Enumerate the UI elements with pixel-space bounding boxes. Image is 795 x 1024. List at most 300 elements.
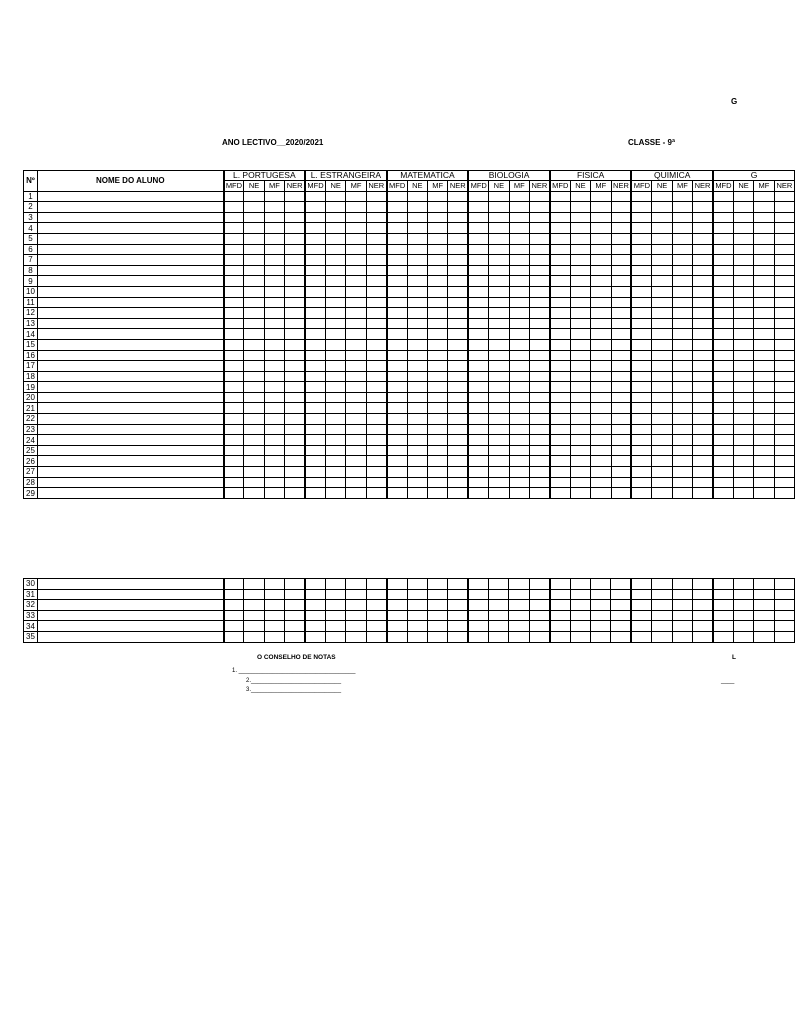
grade-cell: [285, 329, 305, 340]
grade-cell: [468, 456, 488, 467]
table-row: [24, 318, 795, 329]
grade-cell: [346, 403, 366, 414]
grade-cell: [285, 191, 305, 202]
grade-cell: [713, 445, 733, 456]
grade-cell: [448, 477, 468, 488]
grade-cell: [489, 579, 509, 590]
grade-cell: [693, 329, 713, 340]
grade-cell: [468, 414, 488, 425]
grade-cell: [224, 424, 244, 435]
subject-header: G: [713, 171, 795, 181]
grade-cell: [489, 276, 509, 287]
grade-cell: [713, 435, 733, 446]
grade-cell: [407, 579, 427, 590]
subcolumn-header: NE: [652, 181, 672, 192]
grade-cell: [305, 477, 325, 488]
student-number: 4: [24, 223, 38, 234]
grade-cell: [427, 202, 447, 213]
grade-cell: [224, 212, 244, 223]
grade-cell: [529, 223, 549, 234]
grade-cell: [346, 191, 366, 202]
grade-cell: [264, 297, 284, 308]
grade-cell: [693, 382, 713, 393]
grade-cell: [285, 318, 305, 329]
student-name-cell: [38, 223, 224, 234]
student-number: 19: [24, 382, 38, 393]
grade-cell: [672, 631, 692, 642]
grade-cell: [326, 233, 346, 244]
grade-cell: [366, 286, 386, 297]
grade-cell: [489, 233, 509, 244]
conselho-de-notas-title: O CONSELHO DE NOTAS: [257, 654, 336, 661]
grade-cell: [611, 350, 631, 361]
grade-cell: [774, 329, 794, 340]
grade-cell: [591, 297, 611, 308]
grade-cell: [509, 445, 529, 456]
grade-cell: [631, 297, 651, 308]
grade-cell: [733, 467, 753, 478]
grade-cell: [611, 445, 631, 456]
grade-cell: [448, 318, 468, 329]
grade-cell: [264, 424, 284, 435]
grade-cell: [652, 265, 672, 276]
grade-cell: [611, 579, 631, 590]
grade-cell: [448, 435, 468, 446]
grade-cell: [387, 621, 407, 632]
grade-cell: [264, 223, 284, 234]
grade-cell: [774, 244, 794, 255]
grade-cell: [611, 488, 631, 499]
grade-cell: [672, 202, 692, 213]
grade-cell: [285, 361, 305, 372]
grade-cell: [570, 350, 590, 361]
grade-cell: [672, 223, 692, 234]
grade-cell: [407, 361, 427, 372]
grade-cell: [774, 435, 794, 446]
grade-cell: [529, 445, 549, 456]
grade-cell: [346, 579, 366, 590]
grade-cell: [713, 382, 733, 393]
grade-cell: [754, 435, 774, 446]
grade-cell: [346, 329, 366, 340]
grade-cell: [448, 297, 468, 308]
grade-cell: [733, 445, 753, 456]
grade-cell: [366, 265, 386, 276]
grade-cell: [672, 191, 692, 202]
table-row: [24, 477, 795, 488]
grade-cell: [387, 382, 407, 393]
grade-cell: [652, 456, 672, 467]
grade-cell: [407, 445, 427, 456]
grade-cell: [754, 414, 774, 425]
grade-cell: [591, 212, 611, 223]
grade-cell: [489, 467, 509, 478]
grade-cell: [611, 244, 631, 255]
grade-cell: [733, 329, 753, 340]
grade-cell: [264, 212, 284, 223]
classe-label: CLASSE - 9ª: [628, 138, 675, 147]
grade-cell: [326, 339, 346, 350]
grade-cell: [427, 265, 447, 276]
grade-cell: [448, 361, 468, 372]
subcolumn-header: MFD: [631, 181, 651, 192]
grade-cell: [611, 467, 631, 478]
grade-cell: [366, 191, 386, 202]
grade-cell: [550, 435, 570, 446]
grade-cell: [285, 276, 305, 287]
grade-cell: [713, 371, 733, 382]
grade-cell: [509, 589, 529, 600]
grade-cell: [264, 467, 284, 478]
grade-cell: [672, 456, 692, 467]
header-numero: Nº: [24, 171, 38, 192]
grade-cell: [346, 445, 366, 456]
grade-cell: [591, 202, 611, 213]
grade-cell: [692, 579, 712, 590]
grade-cell: [244, 318, 264, 329]
grade-cell: [529, 435, 549, 446]
grade-cell: [693, 339, 713, 350]
grade-cell: [224, 361, 244, 372]
grade-cell: [244, 308, 264, 319]
grade-cell: [733, 361, 753, 372]
grade-cell: [264, 392, 284, 403]
grade-cell: [326, 297, 346, 308]
grade-cell: [631, 392, 651, 403]
grade-cell: [407, 467, 427, 478]
grade-cell: [754, 488, 774, 499]
grade-cell: [224, 202, 244, 213]
grade-cell: [672, 233, 692, 244]
grade-cell: [489, 191, 509, 202]
grade-cell: [713, 339, 733, 350]
grade-cell: [652, 621, 672, 632]
grade-cell: [591, 392, 611, 403]
grade-cell: [733, 265, 753, 276]
grade-cell: [672, 265, 692, 276]
grade-cell: [244, 600, 264, 611]
grade-cell: [305, 339, 325, 350]
grade-cell: [346, 467, 366, 478]
grade-cell: [305, 403, 325, 414]
grade-cell: [224, 382, 244, 393]
grade-cell: [529, 361, 549, 372]
grade-cell: [264, 600, 284, 611]
grade-cell: [305, 202, 325, 213]
grade-cell: [326, 202, 346, 213]
grade-cell: [326, 212, 346, 223]
grade-cell: [754, 202, 774, 213]
grade-cell: [509, 488, 529, 499]
grade-cell: [570, 212, 590, 223]
grade-cell: [774, 477, 794, 488]
grade-cell: [468, 631, 488, 642]
grade-cell: [529, 202, 549, 213]
grade-cell: [754, 467, 774, 478]
student-number: 26: [24, 456, 38, 467]
grade-cell: [305, 350, 325, 361]
grade-cell: [264, 255, 284, 266]
grade-cell: [550, 488, 570, 499]
grade-cell: [427, 579, 447, 590]
grade-cell: [244, 424, 264, 435]
grade-cell: [672, 382, 692, 393]
subcolumn-header: NE: [407, 181, 427, 192]
grade-cell: [468, 467, 488, 478]
grade-cell: [713, 297, 733, 308]
grade-cell: [550, 392, 570, 403]
grade-cell: [591, 318, 611, 329]
grade-cell: [693, 467, 713, 478]
grade-cell: [407, 414, 427, 425]
student-number: 9: [24, 276, 38, 287]
grade-cell: [713, 488, 733, 499]
grade-cell: [326, 318, 346, 329]
grade-cell: [693, 435, 713, 446]
grade-cell: [652, 191, 672, 202]
grade-cell: [264, 610, 284, 621]
grade-cell: [713, 223, 733, 234]
grade-cell: [754, 631, 774, 642]
grade-cell: [713, 255, 733, 266]
grade-cell: [509, 456, 529, 467]
grade-cell: [407, 297, 427, 308]
grade-cell: [366, 435, 386, 446]
grade-cell: [754, 255, 774, 266]
student-name-cell: [38, 202, 224, 213]
grade-cell: [693, 371, 713, 382]
student-number: 22: [24, 414, 38, 425]
grade-cell: [509, 212, 529, 223]
grade-cell: [774, 445, 794, 456]
grade-cell: [224, 329, 244, 340]
grade-cell: [550, 202, 570, 213]
grade-cell: [570, 265, 590, 276]
grade-cell: [652, 286, 672, 297]
grade-cell: [713, 610, 733, 621]
grade-cell: [693, 202, 713, 213]
grade-cell: [631, 329, 651, 340]
grade-cell: [652, 589, 672, 600]
grade-cell: [774, 350, 794, 361]
grade-cell: [591, 488, 611, 499]
grade-cell: [326, 244, 346, 255]
grade-cell: [693, 244, 713, 255]
signature-line-3: 3.___________________________: [246, 687, 342, 693]
grade-cell: [468, 223, 488, 234]
grade-cell: [611, 212, 631, 223]
grade-cell: [529, 350, 549, 361]
grade-cell: [489, 403, 509, 414]
grade-cell: [448, 329, 468, 340]
grade-cell: [631, 488, 651, 499]
grade-cell: [652, 371, 672, 382]
grade-cell: [244, 191, 264, 202]
grade-cell: [672, 276, 692, 287]
grade-cell: [733, 488, 753, 499]
grade-cell: [550, 600, 570, 611]
grade-cell: [529, 297, 549, 308]
grade-cell: [611, 308, 631, 319]
grade-cell: [611, 456, 631, 467]
grade-cell: [509, 339, 529, 350]
table-row: [24, 382, 795, 393]
grade-cell: [774, 318, 794, 329]
grade-cell: [529, 621, 549, 632]
grade-cell: [591, 414, 611, 425]
grade-cell: [285, 610, 305, 621]
grade-cell: [285, 286, 305, 297]
header-corner-letter: G: [731, 97, 738, 106]
grade-cell: [652, 223, 672, 234]
grade-cell: [591, 467, 611, 478]
table-row: [24, 488, 795, 499]
grade-cell: [244, 244, 264, 255]
grade-cell: [631, 600, 651, 611]
grade-cell: [305, 621, 325, 632]
grade-cell: [754, 233, 774, 244]
student-number: 16: [24, 350, 38, 361]
grade-cell: [489, 456, 509, 467]
grade-cell: [774, 191, 794, 202]
grade-cell: [713, 392, 733, 403]
table-row: [24, 579, 795, 590]
student-number: 25: [24, 445, 38, 456]
student-name-cell: [38, 631, 224, 642]
grade-cell: [346, 265, 366, 276]
grade-cell: [244, 610, 264, 621]
grade-cell: [774, 382, 794, 393]
grade-cell: [754, 339, 774, 350]
grade-cell: [529, 318, 549, 329]
table-row: [24, 286, 795, 297]
grade-cell: [285, 424, 305, 435]
grade-cell: [631, 276, 651, 287]
grade-cell: [570, 456, 590, 467]
grade-cell: [305, 286, 325, 297]
grade-cell: [366, 255, 386, 266]
grade-cell: [693, 424, 713, 435]
grade-cell: [326, 403, 346, 414]
grade-cell: [468, 286, 488, 297]
grade-cell: [244, 589, 264, 600]
grade-cell: [774, 424, 794, 435]
grade-cell: [448, 233, 468, 244]
grade-cell: [387, 610, 407, 621]
grade-cell: [672, 244, 692, 255]
grade-cell: [346, 339, 366, 350]
grade-cell: [264, 318, 284, 329]
grade-cell: [387, 631, 407, 642]
grade-table-page2: [23, 578, 736, 644]
grade-cell: [325, 631, 345, 642]
grade-cell: [468, 610, 488, 621]
grade-cell: [366, 308, 386, 319]
grade-cell: [652, 276, 672, 287]
grade-cell: [489, 589, 509, 600]
grade-cell: [244, 265, 264, 276]
grade-cell: [693, 191, 713, 202]
grade-cell: [570, 403, 590, 414]
grade-cell: [489, 610, 509, 621]
grade-cell: [387, 350, 407, 361]
grade-cell: [346, 276, 366, 287]
grade-cell: [570, 488, 590, 499]
grade-cell: [264, 361, 284, 372]
grade-cell: [733, 350, 753, 361]
grade-cell: [550, 477, 570, 488]
grade-cell: [427, 329, 447, 340]
grade-cell: [468, 265, 488, 276]
grade-cell: [652, 382, 672, 393]
grade-cell: [591, 435, 611, 446]
grade-cell: [489, 435, 509, 446]
grade-cell: [224, 631, 244, 642]
table-row: [24, 297, 795, 308]
grade-cell: [224, 477, 244, 488]
grade-cell: [652, 350, 672, 361]
grade-cell: [244, 445, 264, 456]
grade-cell: [489, 223, 509, 234]
grade-cell: [407, 403, 427, 414]
grade-cell: [652, 233, 672, 244]
grade-cell: [468, 329, 488, 340]
grade-cell: [570, 244, 590, 255]
grade-cell: [448, 456, 468, 467]
grade-cell: [631, 244, 651, 255]
grade-cell: [733, 579, 753, 590]
grade-cell: [489, 286, 509, 297]
subcolumn-header: NE: [244, 181, 264, 192]
grade-cell: [713, 202, 733, 213]
grade-cell: [224, 488, 244, 499]
grade-cell: [285, 435, 305, 446]
grade-cell: [366, 589, 386, 600]
grade-cell: [652, 339, 672, 350]
grade-cell: [244, 621, 264, 632]
grade-cell: [387, 255, 407, 266]
grade-cell: [224, 467, 244, 478]
grade-cell: [591, 350, 611, 361]
grade-cell: [489, 424, 509, 435]
grade-cell: [672, 318, 692, 329]
grade-cell: [448, 424, 468, 435]
grade-cell: [754, 244, 774, 255]
subcolumn-header: NE: [570, 181, 590, 192]
table-row: [24, 424, 795, 435]
grade-cell: [346, 286, 366, 297]
grade-cell: [550, 212, 570, 223]
grade-cell: [346, 244, 366, 255]
grade-cell: [550, 318, 570, 329]
grade-cell: [285, 382, 305, 393]
grade-cell: [591, 286, 611, 297]
grade-cell: [285, 308, 305, 319]
grade-cell: [754, 589, 774, 600]
grade-cell: [631, 477, 651, 488]
grade-cell: [427, 339, 447, 350]
grade-cell: [774, 600, 794, 611]
grade-cell: [305, 392, 325, 403]
grade-cell: [672, 308, 692, 319]
grade-cell: [244, 456, 264, 467]
grade-cell: [468, 579, 488, 590]
grade-cell: [387, 600, 407, 611]
grade-cell: [509, 600, 529, 611]
subcolumn-header: MF: [591, 181, 611, 192]
grade-cell: [733, 414, 753, 425]
grade-cell: [570, 191, 590, 202]
